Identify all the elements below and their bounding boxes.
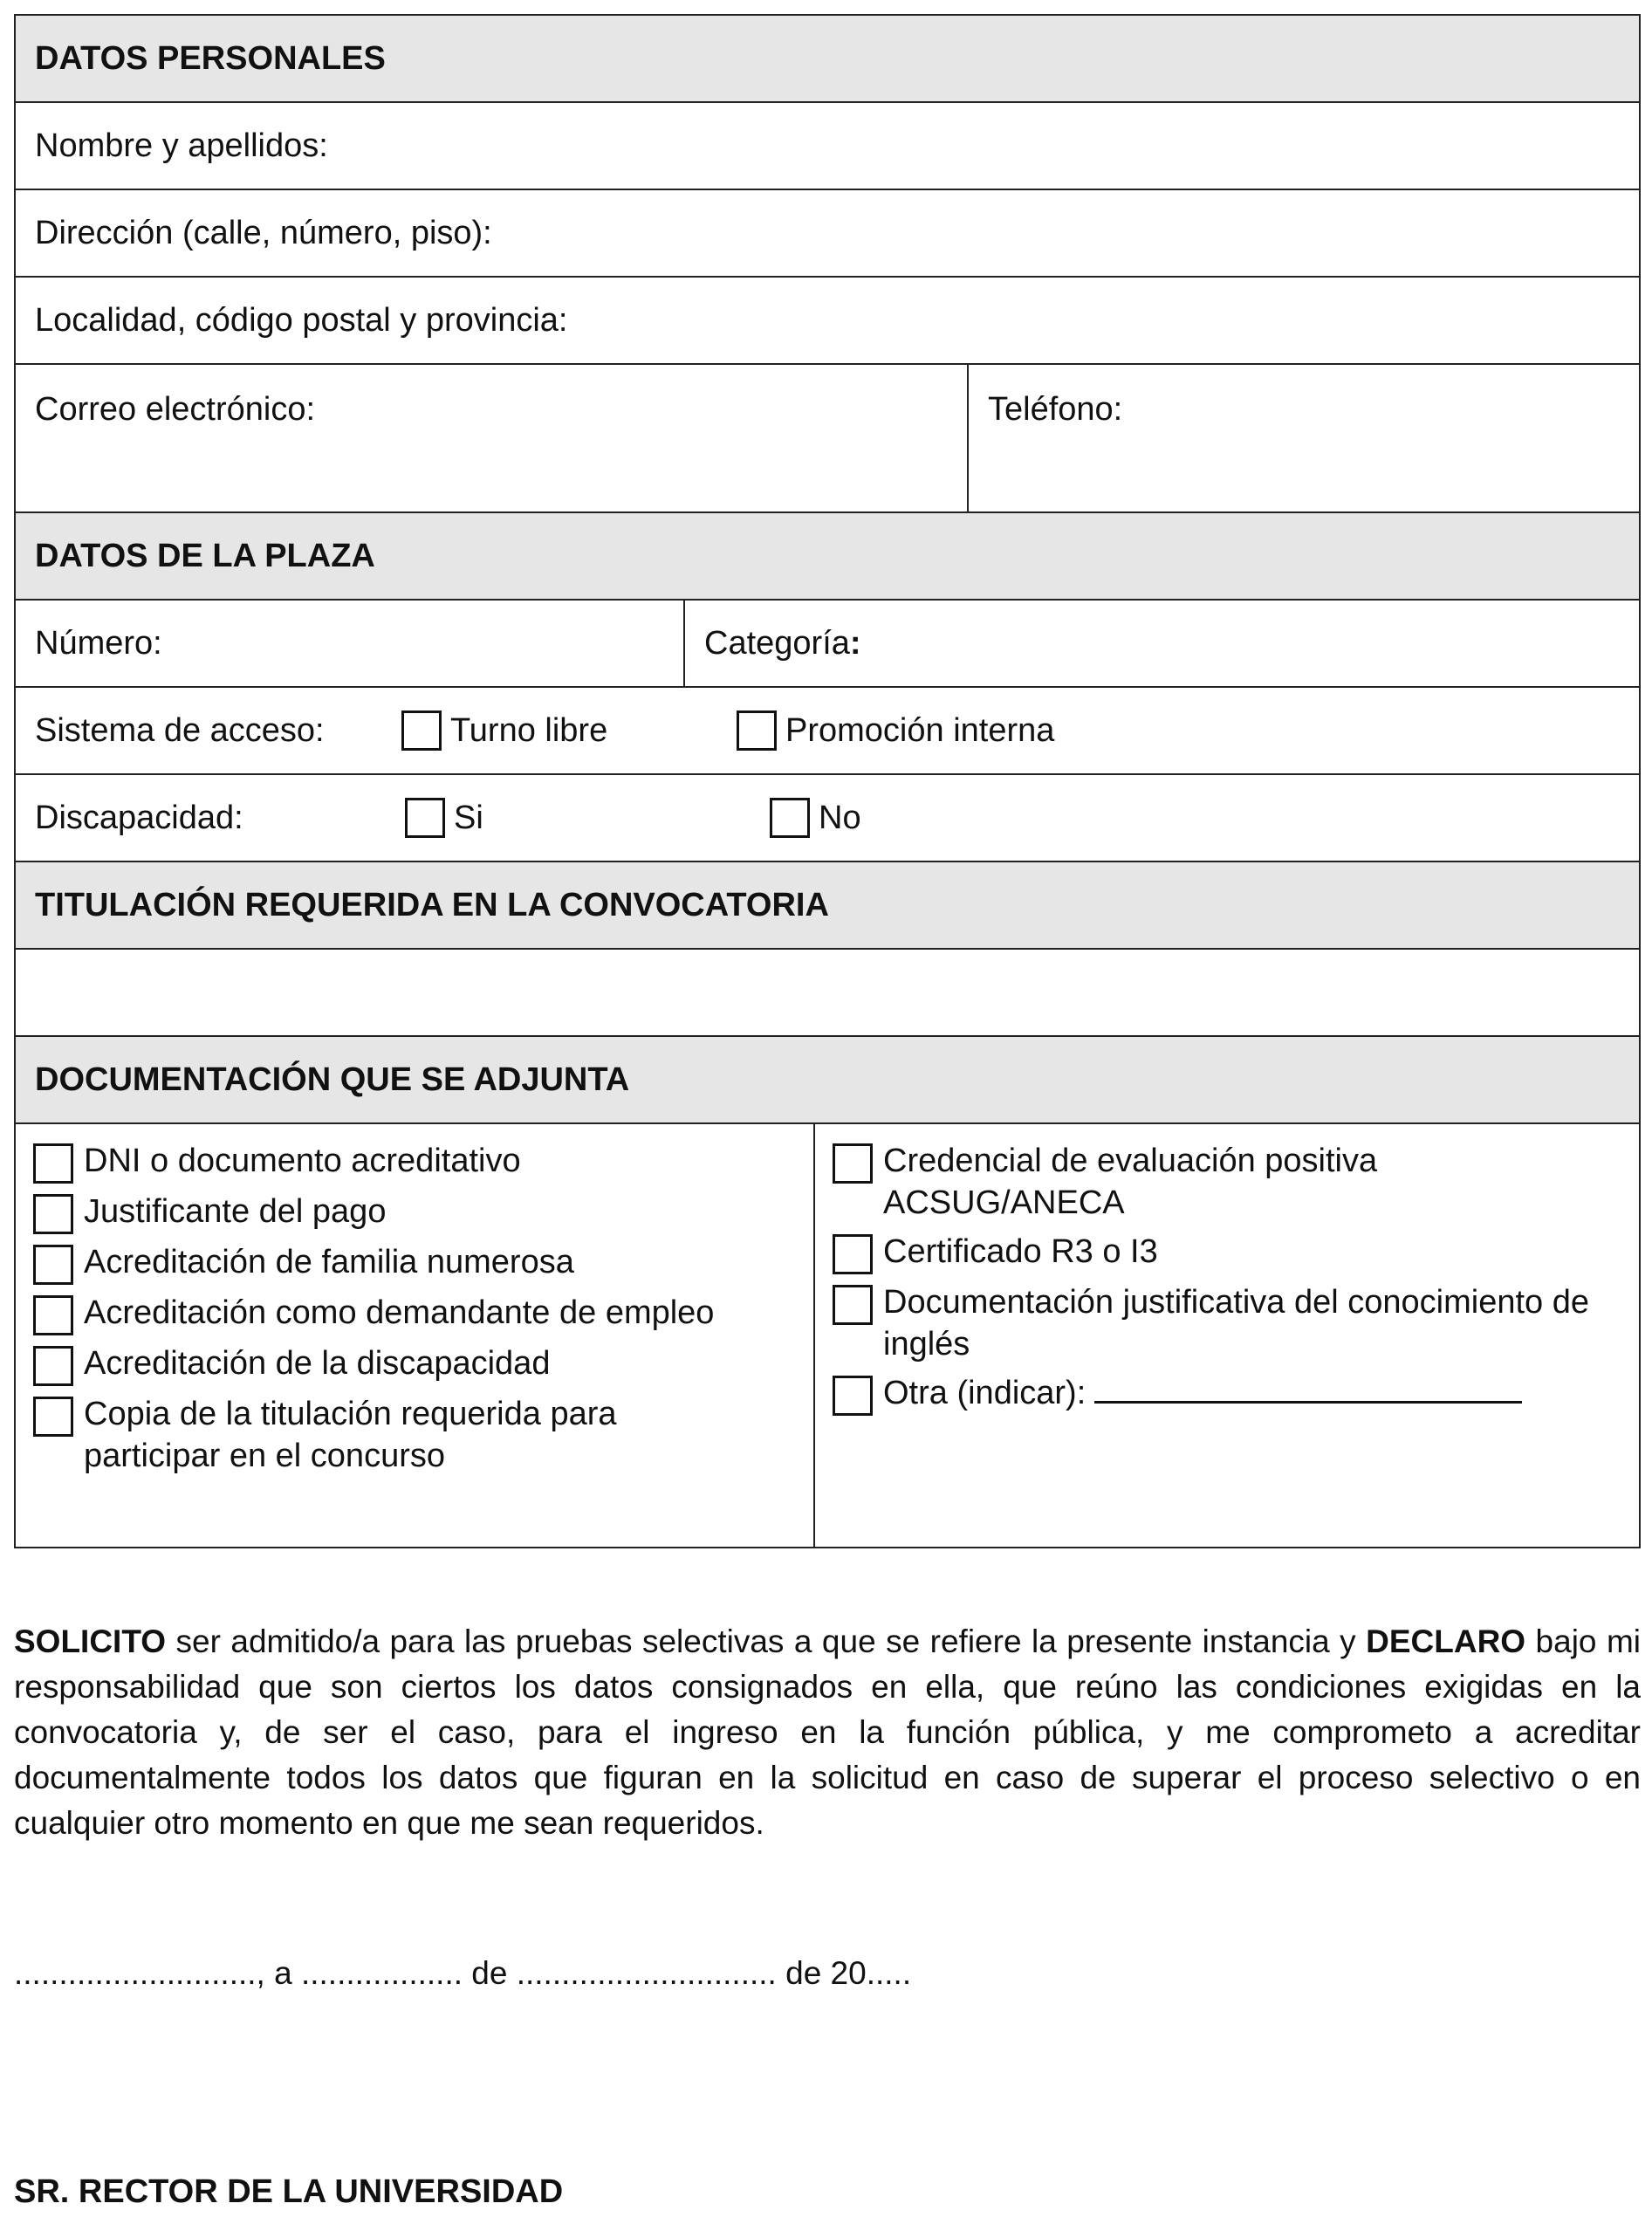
document-option[interactable] [833,1231,1621,1274]
documents-left-column [16,1124,815,1547]
field-label-sistema: Sistema de acceso: [35,711,325,749]
document-option[interactable] [833,1140,1621,1224]
declaration-text-2: bajo mi responsabilidad que son ciertos los datos consignados en ella, que reúno las condiciones exigidas en la convocatoria y, de ser el caso, para el ingreso en la función pública, y me comprometo a acreditar documentalmente todos los datos que figuran en la solicitud en caso de superar el proceso selectivo o en cualquier otro momento en que me sean requeridos. [14,1623,1641,1841]
checkbox-icon[interactable] [833,1285,873,1325]
checkbox-icon[interactable] [33,1397,73,1437]
field-label-categoria: Categoría [704,624,850,662]
checkbox-icon[interactable] [33,1346,73,1386]
checkbox-icon[interactable] [33,1245,73,1285]
field-row-contact [16,365,1639,513]
option-no[interactable] [770,798,861,838]
option-label: No [819,799,861,836]
field-telefono[interactable] [969,365,1639,511]
field-label-categoria-colon: : [849,624,861,662]
field-label-telefono: Teléfono: [988,391,1123,428]
document-label: Copia de la titulación requerida para participar en el concurso [84,1396,617,1474]
documents-right-column [815,1124,1639,1547]
option-si[interactable] [405,798,770,838]
option-promocion-interna[interactable] [737,710,1054,751]
document-label: Certificado R3 o I3 [883,1233,1158,1270]
field-row-numero-categoria [16,601,1639,688]
field-label-localidad: Localidad, código postal y provincia: [35,301,568,339]
field-label-numero: Número: [35,624,162,662]
checkbox-icon[interactable] [33,1295,73,1335]
checkbox-icon[interactable] [833,1234,873,1274]
declaration-text-1: ser admitido/a para las pruebas selectivas a que se refiere la presente instancia y [166,1623,1367,1659]
document-label: Justificante del pago [84,1193,387,1230]
field-row-nombre[interactable] [16,103,1639,190]
field-correo[interactable] [16,365,969,511]
documents-row [16,1124,1639,1547]
document-label: Otra (indicar): [883,1375,1086,1411]
solicito-keyword: SOLICITO [14,1623,167,1659]
field-row-discapacidad [16,775,1639,862]
checkbox-icon[interactable] [405,798,445,838]
section-header-titulacion [16,862,1639,950]
declaration-paragraph [14,1619,1641,1846]
document-option-otra[interactable] [833,1372,1621,1416]
checkbox-icon[interactable] [833,1143,873,1184]
declaro-keyword: DECLARO [1366,1623,1526,1659]
field-row-localidad[interactable] [16,278,1639,365]
document-label: DNI o documento acreditativo [84,1143,521,1179]
section-title: DOCUMENTACIÓN QUE SE ADJUNTA [35,1061,630,1098]
option-turno-libre[interactable] [401,710,737,751]
otra-input-line[interactable] [1094,1372,1522,1404]
option-label: Turno libre [450,711,608,749]
document-label: Acreditación de familia numerosa [84,1244,574,1280]
field-label-discapacidad: Discapacidad: [35,799,243,836]
document-label: Credencial de evaluación positiva ACSUG/ANECA [883,1143,1378,1221]
section-title: DATOS DE LA PLAZA [35,537,375,574]
document-option[interactable] [33,1393,796,1477]
field-label-nombre: Nombre y apellidos: [35,127,328,164]
field-label-direccion: Dirección (calle, número, piso): [35,214,492,251]
document-option[interactable] [33,1241,796,1285]
field-label-correo: Correo electrónico: [35,391,316,428]
section-header-plaza [16,513,1639,601]
checkbox-icon[interactable] [770,798,810,838]
option-label: Promoción interna [785,711,1055,749]
section-header-personal [16,16,1639,103]
field-row-direccion[interactable] [16,190,1639,278]
checkbox-icon[interactable] [737,710,777,751]
document-label: Documentación justificativa del conocimiento de inglés [883,1284,1589,1363]
document-label: Acreditación de la discapacidad [84,1345,551,1382]
document-option[interactable] [833,1281,1621,1365]
document-option[interactable] [33,1140,796,1184]
option-label: Si [454,799,483,836]
document-option[interactable] [33,1191,796,1234]
checkbox-icon[interactable] [833,1376,873,1416]
field-row-sistema-acceso [16,688,1639,775]
checkbox-icon[interactable] [33,1194,73,1234]
field-numero[interactable] [16,601,685,686]
document-label: Acreditación como demandante de empleo [84,1294,715,1331]
section-title: DATOS PERSONALES [35,39,386,77]
checkbox-icon[interactable] [401,710,442,751]
date-place-line[interactable]: ..........................., a .................. de ............................. de 20..... [14,1955,912,1991]
application-form-table [14,14,1641,1548]
section-title: TITULACIÓN REQUERIDA EN LA CONVOCATORIA [35,886,829,923]
field-titulacion-input[interactable] [16,950,1639,1037]
checkbox-icon[interactable] [33,1143,73,1184]
section-header-documentacion [16,1037,1639,1124]
field-categoria[interactable] [685,601,1639,686]
document-option[interactable] [33,1292,796,1335]
addressee: SR. RECTOR DE LA UNIVERSIDAD [14,2173,564,2210]
document-option[interactable] [33,1342,796,1386]
